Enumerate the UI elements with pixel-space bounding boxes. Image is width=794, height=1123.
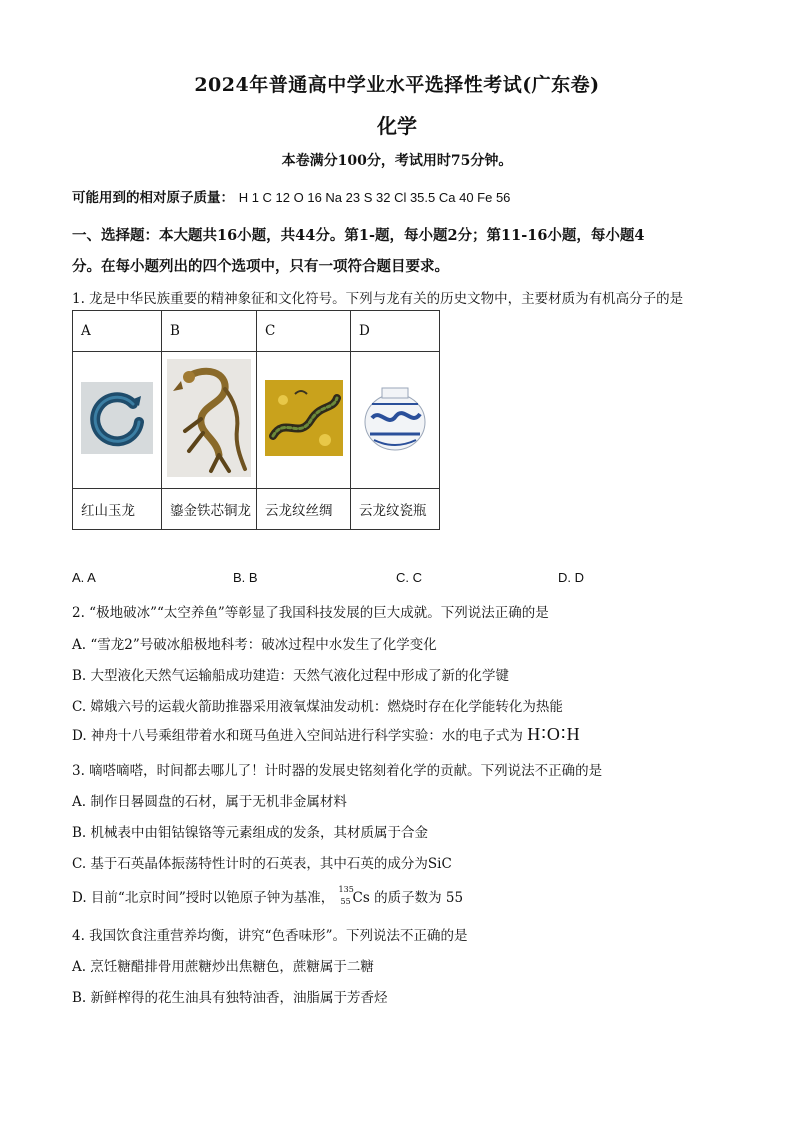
porcelain-jar-image [358,378,432,458]
q1-col-a-letter: A [73,311,162,352]
q2-option-d-text: D. 神舟十八号乘组带着水和斑马鱼进入空间站进行科学实验：水的电子式为 [72,728,523,744]
cesium-isotope [338,884,354,907]
q1-image-d [351,352,440,489]
atomic-masses-line [72,186,510,206]
q2-stem: 2. “极地破冰”“太空养鱼”等彰显了我国科技发展的巨大成就。下列说法正确的是 [72,605,549,621]
q2-option-a[interactable]: A. “雪龙2”号破冰船极地科考：破冰过程中水发生了化学变化 [72,637,437,653]
atomic-masses-values: H 1 C 12 O 16 Na 23 S 32 Cl 35.5 Ca 40 Fe 56 [238,190,511,205]
isotope-symbol: Cs [352,890,370,906]
q2-option-c[interactable]: C. 嫦娥六号的运载火箭助推器采用液氧煤油发动机：燃烧时存在化学能转化为热能 [72,699,563,715]
q2-option-d[interactable] [72,724,581,745]
q1-col-d-letter: D [351,311,440,352]
q1-option-d[interactable]: D. D [558,570,584,585]
q1-col-b-letter: B [162,311,257,352]
isotope-atomic-number: 55 [340,896,351,906]
q1-col-b-name: 鎏金铁芯铜龙 [162,489,257,530]
q1-option-c[interactable]: C. C [396,570,422,585]
q4-option-b[interactable]: B. 新鲜榨得的花生油具有独特油香，油脂属于芳香烃 [72,990,388,1006]
q1-col-c-name: 云龙纹丝绸 [257,489,351,530]
q1-col-a-name: 红山玉龙 [73,489,162,530]
q1-stem: 1. 龙是中华民族重要的精神象征和文化符号。下列与龙有关的历史文物中，主要材质为有机高分子的是 [72,291,684,307]
q1-image-c [257,352,351,489]
section1-line2: 分。在每小题列出的四个选项中，只有一项符合题目要求。 [72,258,449,275]
q1-col-c-letter: C [257,311,351,352]
q3-option-d-pre: D. 目前“北京时间”授时以铯原子钟为基准， [72,890,335,906]
q4-stem: 4. 我国饮食注重营养均衡，讲究“色香味形”。下列说法不正确的是 [72,928,468,944]
q1-image-b [162,352,257,489]
q2-option-b[interactable]: B. 大型液化天然气运输船成功建造：天然气液化过程中形成了新的化学键 [72,668,510,684]
dragon-silk-image [265,380,343,456]
q1-col-d-name: 云龙纹瓷瓶 [351,489,440,530]
exam-note: 本卷满分100分，考试用时75分钟。 [281,153,513,169]
gilt-bronze-dragon-image [167,359,251,477]
q1-option-b[interactable]: B. B [233,570,258,585]
isotope-mass-number: 135 [338,884,354,894]
q1-header-row [73,311,440,352]
section1-line1: 一、选择题：本大题共16小题，共44分。第1-题，每小题2分；第11-16小题，每小题4 [72,227,645,244]
q1-name-row [73,489,440,530]
jade-dragon-image [81,382,153,454]
atomic-masses-label: 可能用到的相对原子质量： [72,190,234,206]
q1-image-a [73,352,162,489]
q3-option-d[interactable] [72,886,463,907]
exam-title: 2024年普通高中学业水平选择性考试(广东卷) [194,74,600,96]
q3-option-b[interactable]: B. 机械表中由钼钴镍铬等元素组成的发条，其材质属于合金 [72,825,429,841]
q1-table [72,310,440,530]
subject-title: 化学 [377,114,417,138]
q3-stem: 3. 嘀嗒嘀嗒，时间都去哪儿了！计时器的发展史铭刻着化学的贡献。下列说法不正确的是 [72,763,603,779]
q1-image-row [73,352,440,489]
water-electron-formula: H∶O∶H [527,724,581,744]
q1-option-a[interactable]: A. A [72,570,96,585]
q4-option-a[interactable]: A. 烹饪糖醋排骨用蔗糖炒出焦糖色，蔗糖属于二糖 [72,959,374,975]
q3-option-c[interactable]: C. 基于石英晶体振荡特性计时的石英表，其中石英的成分为SiC [72,856,452,872]
q3-option-d-post: 的质子数为 55 [374,890,464,906]
q3-option-a[interactable]: A. 制作日晷圆盘的石材，属于无机非金属材料 [72,794,347,810]
